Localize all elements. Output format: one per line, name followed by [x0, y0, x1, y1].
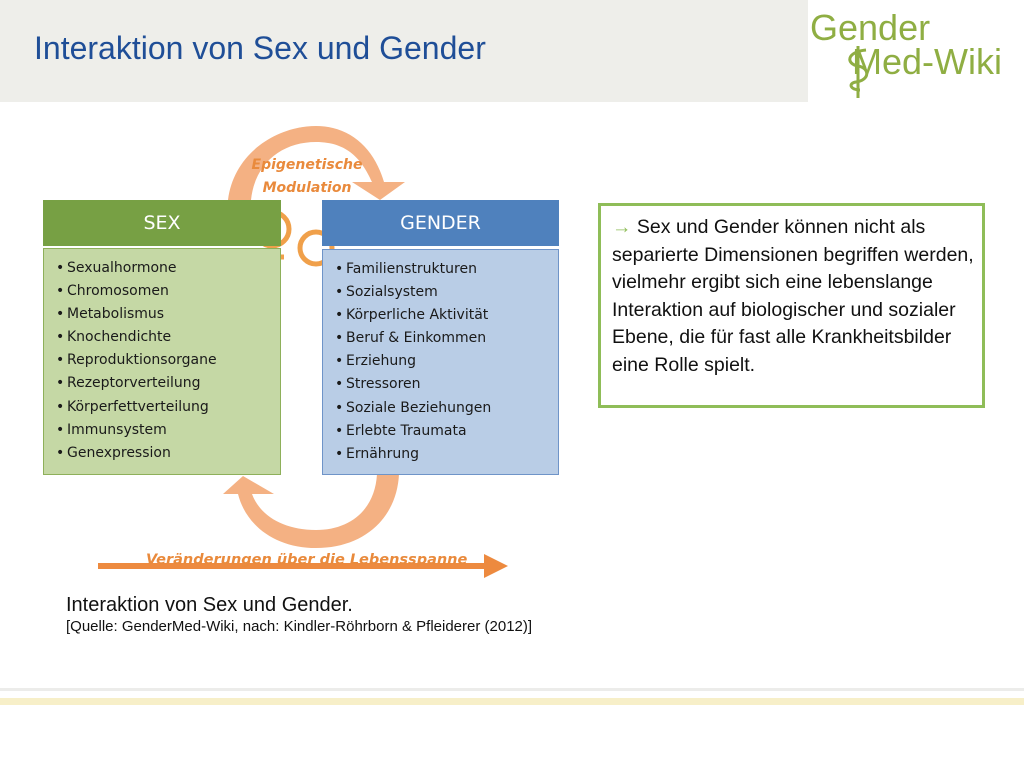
gendermed-wiki-logo[interactable] — [808, 0, 1024, 102]
figure-caption — [66, 593, 532, 637]
list-item: • Metabolismus — [56, 303, 280, 326]
gender-factor-list — [335, 258, 558, 466]
caption-source: [Quelle: GenderMed-Wiki, nach: Kindler-Röhrborn & Pfleiderer (2012)] — [66, 618, 533, 635]
interaction-note-box — [598, 203, 985, 408]
list-item: • Beruf & Einkommen — [335, 327, 558, 350]
list-item: • Stressoren — [335, 373, 558, 396]
list-item: • Rezeptorverteilung — [56, 372, 280, 395]
right-arrow-icon: → — [612, 216, 632, 238]
list-item: • Erlebte Traumata — [335, 420, 558, 443]
list-item: • Reproduktionsorgane — [56, 349, 280, 372]
list-item: • Immunsystem — [56, 419, 280, 442]
list-item: • Sozialsystem — [335, 281, 558, 304]
epigenetic-label-line2: Modulation — [262, 180, 352, 196]
epigenetic-modulation-label — [244, 154, 370, 200]
gender-box-header: GENDER — [322, 200, 559, 246]
sex-factor-list — [56, 257, 280, 465]
list-item: • Chromosomen — [56, 280, 280, 303]
list-item: • Genexpression — [56, 442, 280, 465]
list-item: • Familienstrukturen — [335, 258, 558, 281]
list-item: • Körperliche Aktivität — [335, 304, 558, 327]
lifespan-cycle-arrow — [223, 474, 399, 548]
list-item: • Soziale Beziehungen — [335, 397, 558, 420]
sex-box-body — [43, 248, 281, 475]
logo-text-gender: Gender — [810, 7, 931, 48]
logo-text-med-wiki: Med-Wiki — [852, 41, 1002, 82]
list-item: • Knochendichte — [56, 326, 280, 349]
page-title: Interaktion von Sex und Gender — [34, 30, 486, 66]
list-item: • Sexualhormone — [56, 257, 280, 280]
list-item: • Erziehung — [335, 350, 558, 373]
note-text: Sex und Gender können nicht als separierte Dimensionen begriffen werden, vielmehr ergibt sich eine lebenslange Interaktion auf biologischer und sozialer Ebene, die für fast alle Krankheitsbilder eine Rolle spielt. — [612, 216, 974, 376]
sex-box-header: SEX — [43, 200, 281, 246]
epigenetic-label-line1: Epigenetische — [251, 157, 363, 173]
gender-box-body — [322, 249, 559, 475]
footer-divider-yellow — [0, 698, 1024, 705]
list-item: • Ernährung — [335, 443, 558, 466]
lifespan-label: Veränderungen über die Lebensspanne — [146, 552, 468, 568]
list-item: • Körperfettverteilung — [56, 396, 280, 419]
caption-title: Interaktion von Sex und Gender. — [66, 594, 353, 616]
footer-divider-grey — [0, 688, 1024, 691]
